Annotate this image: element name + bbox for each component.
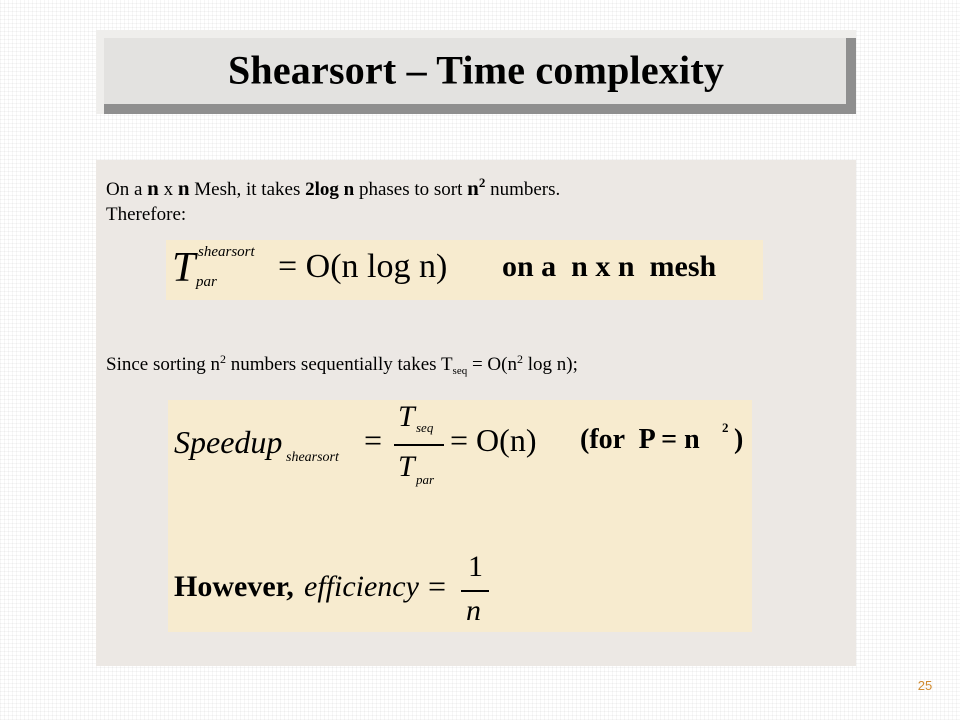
since-text-1: Since sorting n [106,354,220,375]
n-squared-exp: 2 [478,175,486,190]
mesh-n-2: n [177,176,190,200]
since-text-2: numbers sequentially takes T [226,354,453,375]
for-label: (for P = n [580,424,700,455]
phases-count: 2log n [305,179,355,200]
fraction-den-sub: par [416,472,435,487]
therefore-line: Therefore: [106,204,187,225]
fraction-num-T: T [398,400,415,433]
however-label: However, [174,570,294,603]
eq1-suffix: on a n x n mesh [502,250,717,283]
mesh-n-1: n [147,176,159,200]
fraction-den-T: T [398,450,415,483]
speedup-label: Speedup [174,424,283,460]
since-text-3: = O(n [467,354,517,375]
intro-text-1: On a [106,179,148,200]
fraction-num-sub: seq [416,420,434,435]
eq1-subscript: par [196,274,217,290]
intro-text-4: numbers. [485,179,561,200]
page-number: 25 [917,678,933,693]
slide-title: Shearsort – Time complexity [227,47,725,93]
since-line [106,348,578,382]
intro-text-3: phases to sort [354,179,468,200]
efficiency-fraction-bar [461,590,489,592]
mesh-x: x [163,179,174,200]
speedup-result: = O(n) [450,422,537,458]
content-panel [96,160,856,666]
intro-text-2: Mesh, it takes [189,179,306,200]
eq1-superscript: shearsort [198,244,255,260]
eq1-T: T [172,245,196,291]
eq1-rhs: = O(n log n) [278,248,448,285]
for-exponent: 2 [722,420,729,435]
efficiency-denominator: n [466,594,481,627]
efficiency-numerator: 1 [468,550,483,583]
efficiency-label: efficiency [304,570,419,603]
since-text-4: log n); [522,354,578,375]
since-sub-seq: seq [452,365,468,377]
for-close: ) [734,424,744,455]
n-squared-base: n [467,176,479,200]
intro-line [106,172,560,201]
speedup-equals: = [364,422,383,458]
since-exp-2: 2 [516,352,523,366]
speedup-fraction-bar [394,444,444,446]
speedup-subscript: shearsort [286,450,339,465]
efficiency-equals: = [428,568,447,604]
equation-tpar-box [166,240,763,300]
title-bar [96,30,856,114]
since-exp-1: 2 [220,352,226,366]
equation-speedup-box [168,400,752,632]
